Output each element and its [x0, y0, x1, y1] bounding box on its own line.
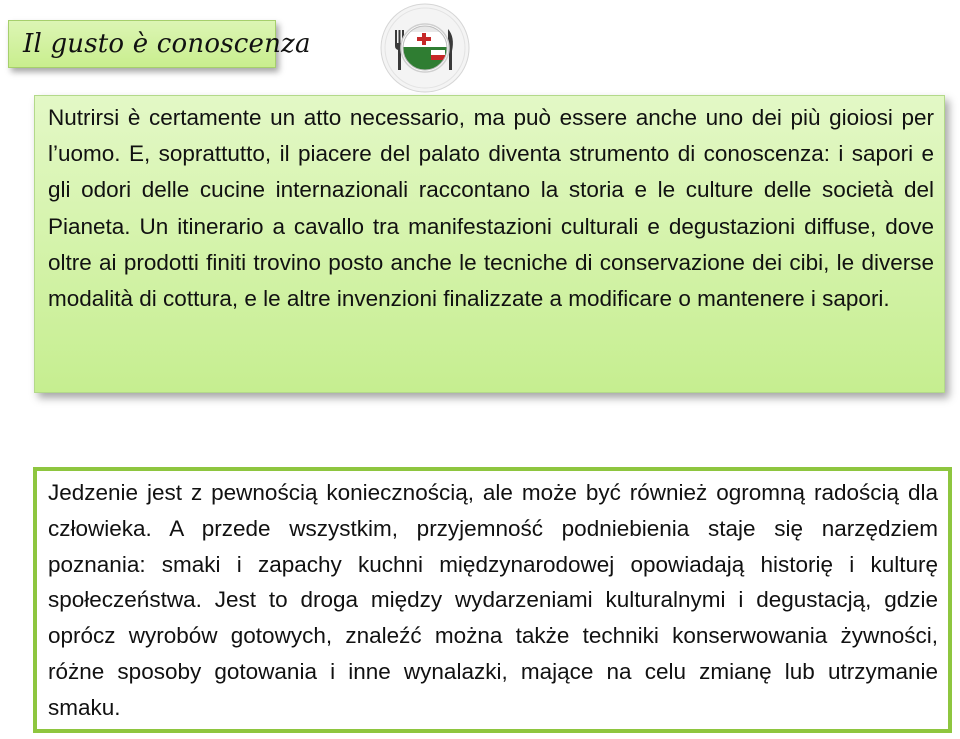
italian-text-box — [34, 95, 945, 393]
italian-paragraph: Nutrirsi è certamente un atto necessario, ma può essere anche uno dei più gioiosi per l’uomo. E, soprattutto, il piacere del palato diventa strumento di conoscenza: i sapori e gli odori delle cucine internazionali raccontano la storia e le culture delle società del Pianeta. Un itinerario a cavallo tra manifestazioni culturali e degustazioni diffuse, dove oltre ai prodotti finiti trovino posto anche le tecniche di conservazione dei cibi, le diverse modalità di cottura, e le altre invenzioni finalizzate a modificare o mantenere i sapori. — [48, 105, 934, 312]
polish-paragraph: Jedzenie jest z pewnością koniecznością, ale może być również ogromną radością dla człowieka. A przede wszystkim, przyjemność podniebienia staje się narzędziem poznania: smaki i zapachy kuchni międzynarodowej opowiadają historię i kulturę społeczeństwa. Jest to droga między wydarzeniami kulturalnymi i degustacją, gdzie oprócz wyrobów gotowych, znaleźć można także techniki konserwowania żywności, różne sposoby gotowania i inne wynalazki, mające na celu zmianę lub utrzymanie smaku. — [48, 480, 938, 720]
restaurant-flags-logo-icon — [379, 2, 471, 94]
page-title: Il gusto è conoscenza — [23, 29, 311, 59]
polish-text-box — [33, 467, 952, 733]
title-banner — [8, 20, 311, 68]
